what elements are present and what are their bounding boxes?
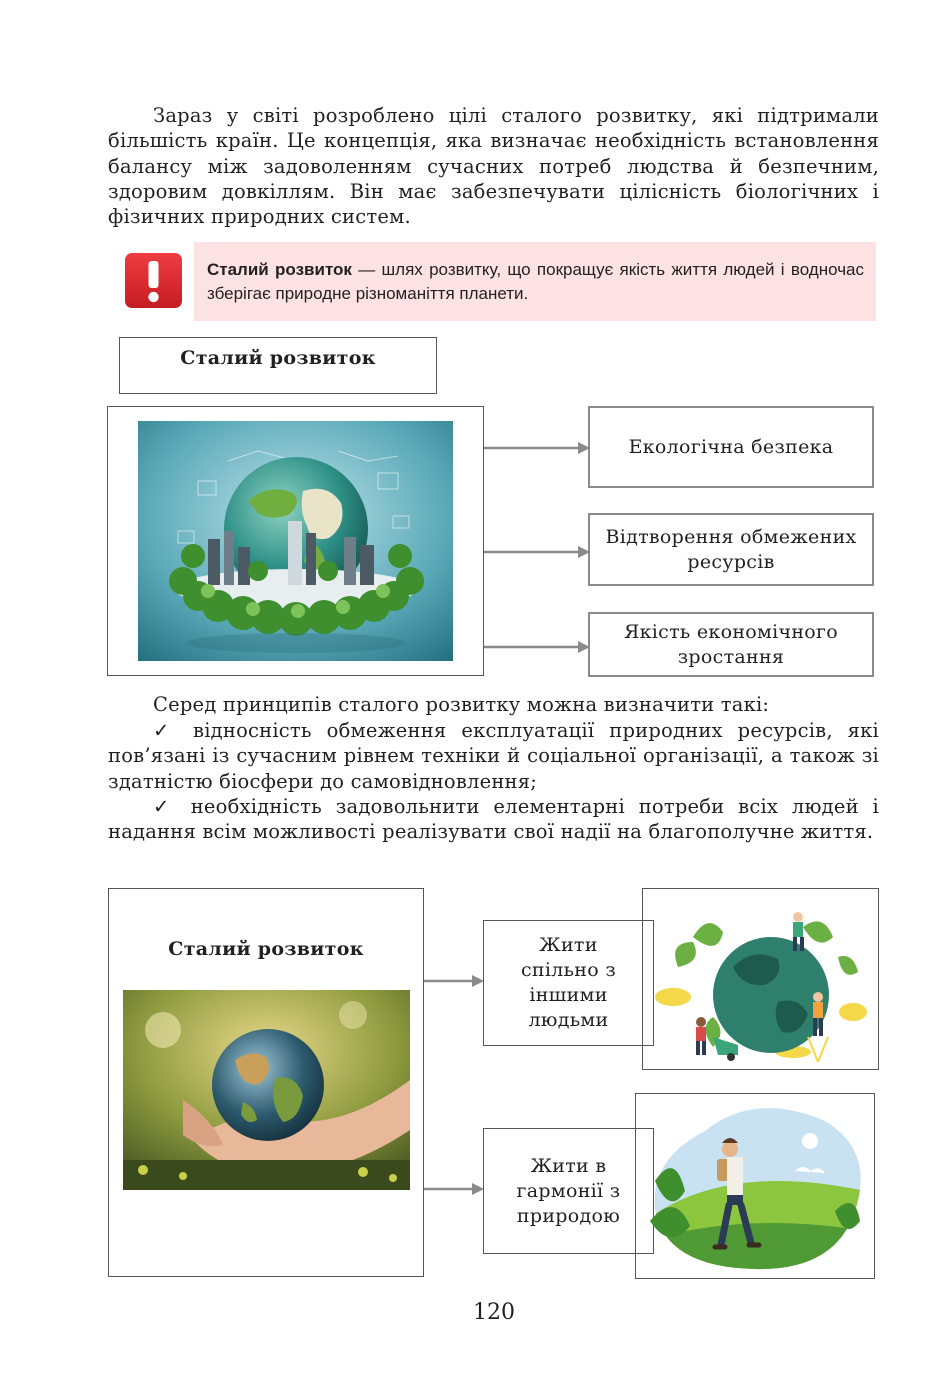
arrow-3	[484, 639, 590, 655]
principle-item-0: ✓ відносність обмеження експлуатації природних ресурсів, які пов’язані із сучасним рівнем техніки й соціальної організації, а також зі здатністю біосфери до самовідновлення;	[108, 719, 879, 793]
diagram2-frame	[108, 888, 424, 1277]
principle-item-1: ✓ необхідність задовольнити елементарні потреби всіх людей і надання всім можливості реалізувати свої надії на благополучне життя.	[108, 795, 879, 844]
green-globe-city-image	[138, 421, 453, 661]
diagram1-title-box	[119, 337, 437, 394]
page-number: 120	[473, 1300, 515, 1325]
principles-lead: Серед принципів сталого розвитку можна визначити такі:	[153, 693, 770, 716]
diagram1-title: Сталий розвиток	[180, 347, 376, 369]
check-icon: ✓	[153, 719, 179, 742]
intro-paragraph: Зараз у світі розроблено цілі сталого розвитку, які підтримали більшість країн. Це концепція, яка визначає необхідність встановлення балансу між задоволенням сучасних потреб людства й безпечним, здоровим довкіллям. Він має забезпечувати цілісність біологічних і фізичних природних систем.	[108, 104, 879, 229]
hands-holding-earth-image	[123, 990, 410, 1190]
diagram1-item-2: Якість економічного зростання	[588, 612, 874, 677]
arrow-2	[484, 544, 590, 560]
arrow-4	[424, 973, 484, 989]
diagram1-item-0: Екологічна безпека	[588, 406, 874, 488]
definition-box	[194, 242, 876, 321]
hiker-in-nature-illustration	[635, 1093, 875, 1279]
diagram2-item-0: Жити спільно з іншими людьми	[483, 920, 654, 1046]
definition-term: Сталий розвиток	[207, 260, 352, 279]
diagram1-image-frame	[107, 406, 484, 676]
check-icon: ✓	[153, 795, 177, 818]
diagram1-item-1: Відтворення обмежених ресурсів	[588, 513, 874, 586]
definition-text: — шлях розвитку, що покращує якість життя людей і водночас зберігає природне різноманіття планети.	[207, 260, 865, 303]
arrow-1	[484, 440, 590, 456]
diagram2-title: Сталий розвиток	[168, 938, 364, 960]
people-around-globe-illustration	[642, 888, 879, 1070]
arrow-5	[424, 1181, 484, 1197]
diagram2-item-1: Жити в гармонії з природою	[483, 1128, 654, 1254]
exclamation-icon	[124, 252, 183, 309]
